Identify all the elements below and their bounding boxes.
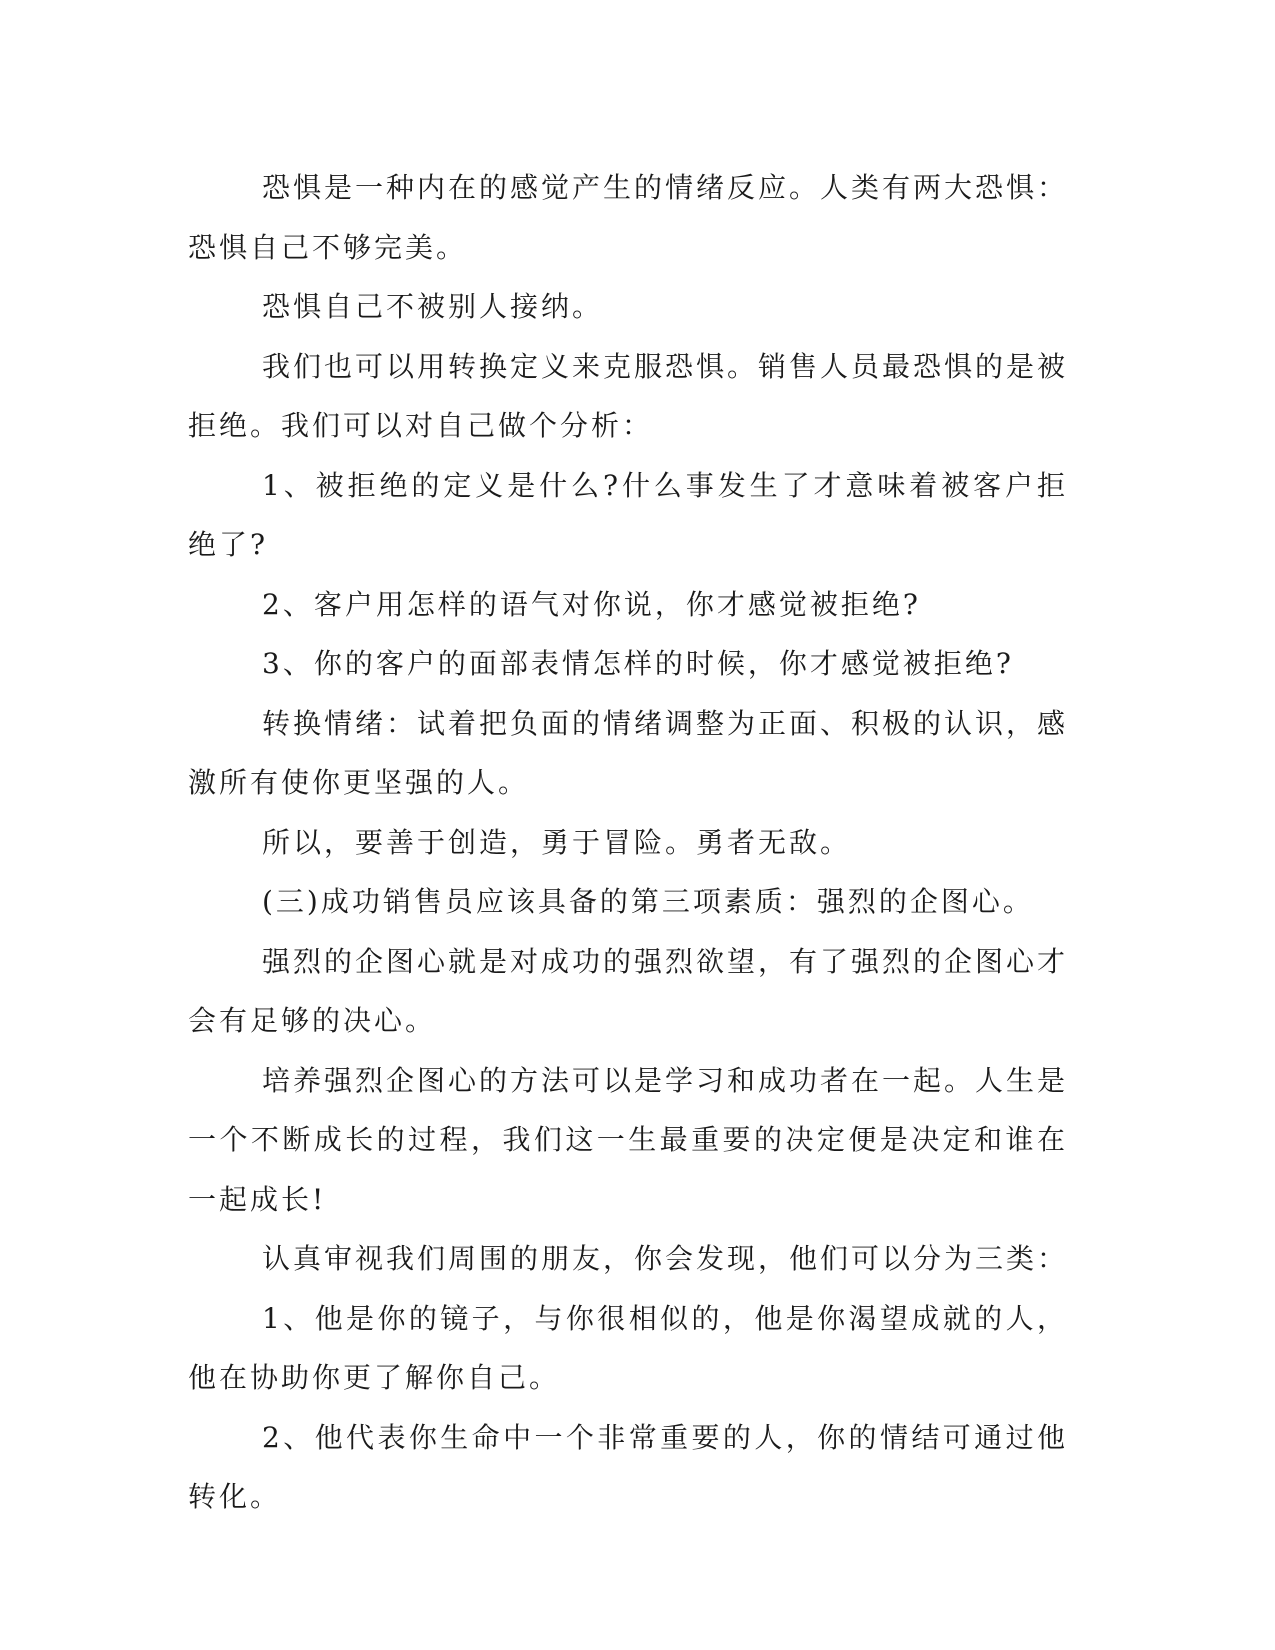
- paragraph-ambition: 强烈的企图心就是对成功的强烈欲望，有了强烈的企图心才会有足够的决心。: [188, 944, 1069, 1037]
- paragraph-cultivate-ambition: 培养强烈企图心的方法可以是学习和成功者在一起。人生是一个不断成长的过程，我们这一生最重要的决定便是决定和谁在一起成长!: [188, 1063, 1069, 1216]
- paragraph-transform-emotion: 转换情绪：试着把负面的情绪调整为正面、积极的认识，感激所有使你更坚强的人。: [188, 706, 1069, 799]
- paragraph-courage: 所以，要善于创造，勇于冒险。勇者无敌。: [262, 825, 852, 859]
- list-item-friend-type-2: 2、他代表你生命中一个非常重要的人，你的情结可通过他转化。: [188, 1420, 1068, 1513]
- list-item-question-1: 1、被拒绝的定义是什么?什么事发生了才意味着被客户拒绝了?: [188, 468, 1068, 561]
- list-item-question-2: 2、客户用怎样的语气对你说，你才感觉被拒绝?: [262, 587, 921, 621]
- list-item-friend-type-1: 1、他是你的镜子，与你很相似的，他是你渴望成就的人，他在协助你更了解你自己。: [188, 1301, 1068, 1394]
- list-item-question-3: 3、你的客户的面部表情怎样的时候，你才感觉被拒绝?: [262, 647, 1014, 680]
- paragraph-redefine-fear: 我们也可以用转换定义来克服恐惧。销售人员最恐惧的是被拒绝。我们可以对自己做个分析：: [188, 349, 1069, 442]
- section-heading-third-quality: (三)成功销售员应该具备的第三项素质：强烈的企图心。: [262, 885, 1034, 918]
- paragraph-friends-categories: 认真审视我们周围的朋友，你会发现，他们可以分为三类：: [262, 1242, 1069, 1275]
- body-text: [188, 158, 1068, 1527]
- paragraph-fear-acceptance: 恐惧自己不被别人接纳。: [262, 290, 604, 323]
- paragraph-fear-definition: 恐惧是一种内在的感觉产生的情绪反应。人类有两大恐惧：恐惧自己不够完美。: [188, 171, 1069, 264]
